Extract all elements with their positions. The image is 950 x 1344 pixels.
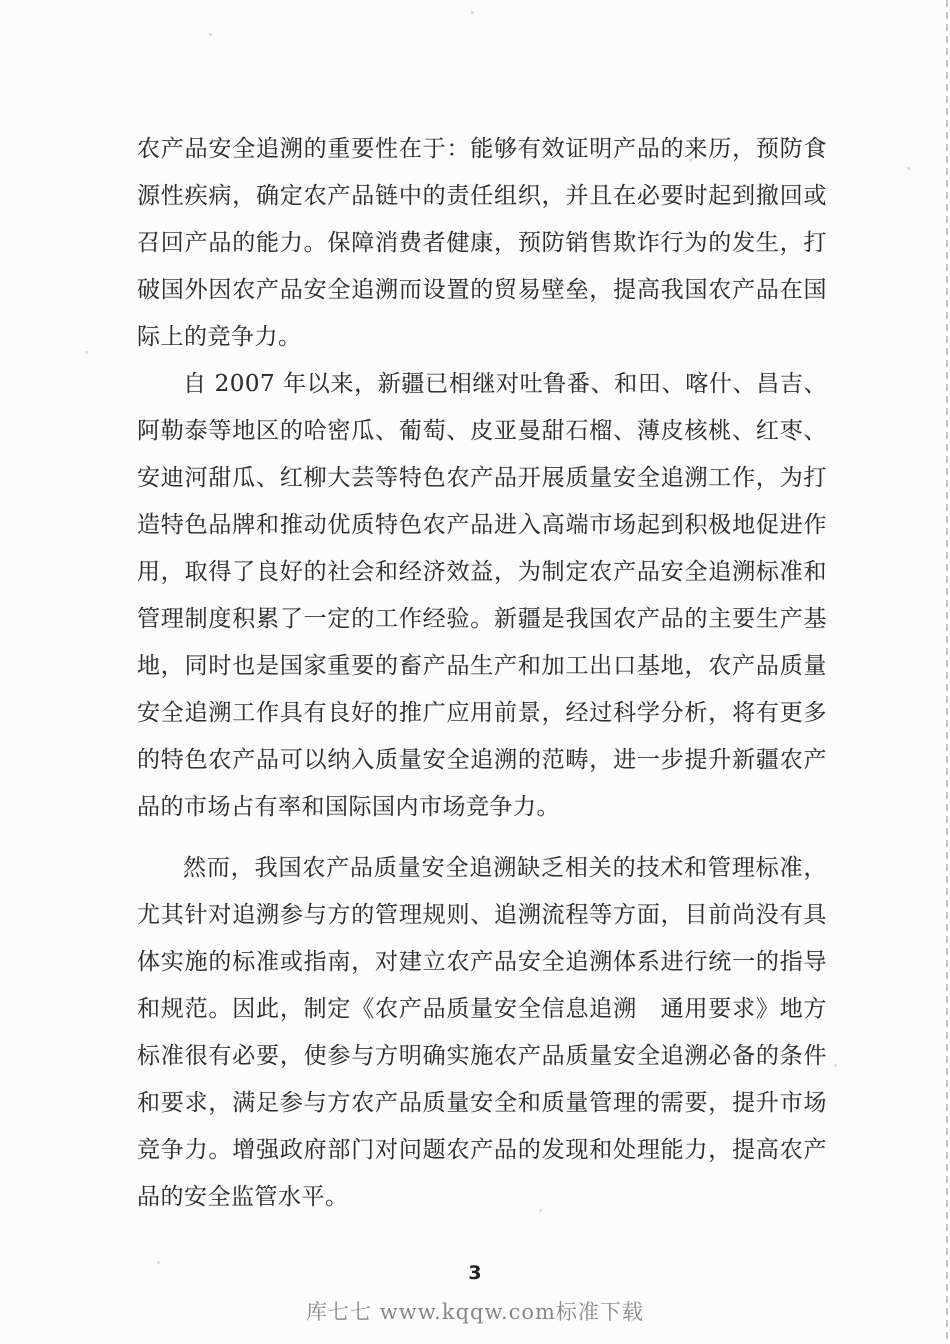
text-content: [137, 126, 827, 1221]
scan-noise-speckles: [0, 0, 1, 1]
paragraph-3: 然而，我国农产品质量安全追溯缺乏相关的技术和管理标准，尤其针对追溯参与方的管理规则、追溯流程等方面，目前尚没有具体实施的标准或指南，对建立农产品安全追溯体系进行统一的指导和规范。因此，制定《农产品质量安全信息追溯 通用要求》地方标准很有必要，使参与方明确实施农产品质量安全追溯必备的条件和要求，满足参与方农产品质量安全和质量管理的需要，提升市场竞争力。增强政府部门对问题农产品的发现和处理能力，提高农产品的安全监管水平。: [137, 855, 827, 1210]
paragraph-2: 自 2007 年以来，新疆已相继对吐鲁番、和田、喀什、昌吉、阿勒泰等地区的哈密瓜、葡萄、皮亚曼甜石榴、薄皮核桃、红枣、安迪河甜瓜、红柳大芸等特色农产品开展质量安全追溯工作，为打造特色品牌和推动优质特色农产品进入高端市场起到积极地促进作用，取得了良好的社会和经济效益，为制定农产品安全追溯标准和管理制度积累了一定的工作经验。新疆是我国农产品的主要生产基地，同时也是国家重要的畜产品生产和加工出口基地，农产品质量安全追溯工作具有良好的推广应用前景，经过科学分析，将有更多的特色农产品可以纳入质量安全追溯的范畴，进一步提升新疆农产品的市场占有率和国际国内市场竞争力。: [137, 371, 827, 820]
paragraph-1: 农产品安全追溯的重要性在于：能够有效证明产品的来历，预防食源性疾病，确定农产品链中的责任组织，并且在必要时起到撤回或召回产品的能力。保障消费者健康，预防销售欺诈行为的发生，打破国外因农产品安全追溯而设置的贸易壁垒，提高我国农产品在国际上的竞争力。: [137, 136, 827, 350]
page-number: 3: [468, 1262, 482, 1284]
watermark-text: 库七七 www.kqqw.com标准下载: [306, 1300, 644, 1324]
scan-edge-artifact: [946, 0, 948, 1344]
